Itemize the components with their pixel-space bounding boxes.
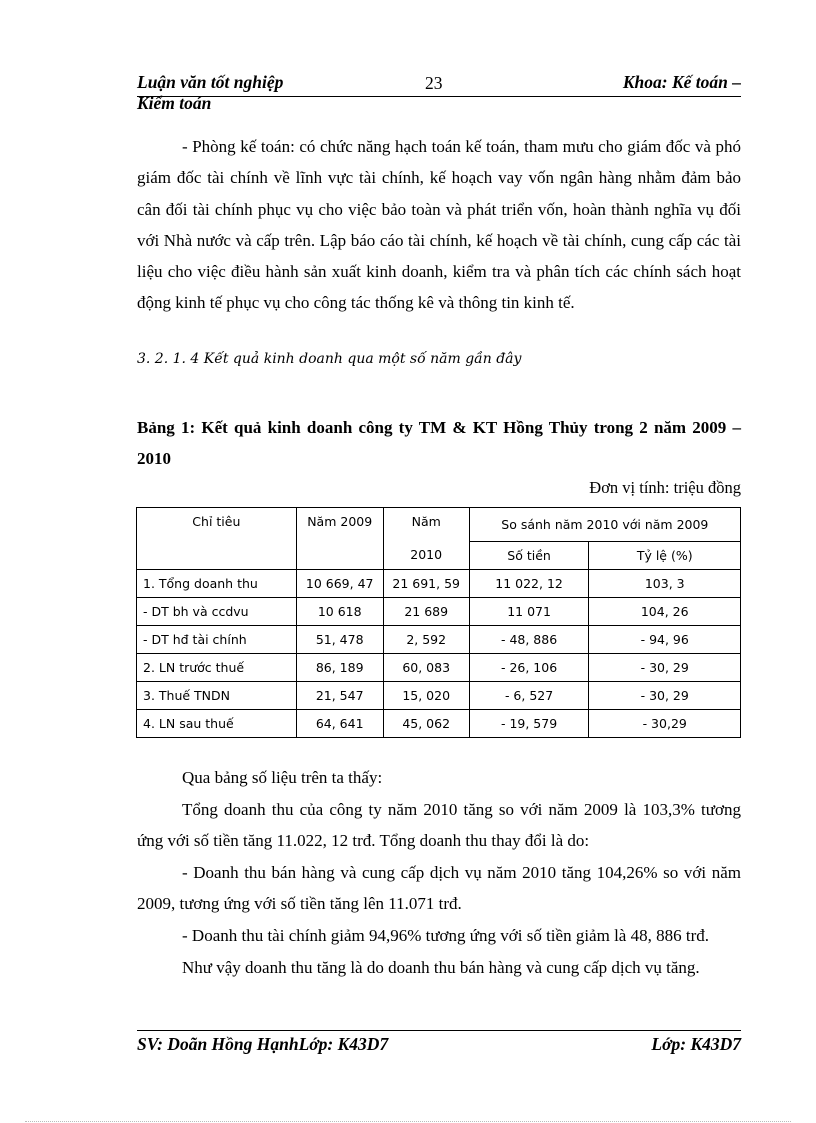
header-2009: Năm 2009 bbox=[296, 508, 383, 570]
row-label: 4. LN sau thuế bbox=[137, 709, 297, 737]
header-2010-a: Năm bbox=[383, 508, 469, 542]
row-ratio: 104, 26 bbox=[589, 597, 741, 625]
table-row bbox=[137, 625, 741, 653]
analysis-p3: - Doanh thu bán hàng và cung cấp dịch vụ năm 2010 tăng 104,26% so với năm 2009, tương ứng với số tiền tăng lên 11.071 trđ. bbox=[137, 862, 741, 914]
table-row bbox=[137, 681, 741, 709]
row-2009: 86, 189 bbox=[296, 653, 383, 681]
row-2010: 2, 592 bbox=[383, 625, 469, 653]
row-amount: - 26, 106 bbox=[469, 653, 589, 681]
section-heading: 3. 2. 1. 4 Kết quả kinh doanh qua một số năm gần đây bbox=[137, 351, 522, 367]
header-compare: So sánh năm 2010 với năm 2009 bbox=[469, 508, 740, 542]
row-label: 1. Tổng doanh thu bbox=[137, 569, 297, 597]
table-header-row bbox=[137, 508, 741, 542]
row-amount: 11 071 bbox=[469, 597, 589, 625]
analysis-p2: Tổng doanh thu của công ty năm 2010 tăng so với năm 2009 là 103,3% tương ứng với số tiền tăng 11.022, 12 trđ. Tổng doanh thu thay đổi là do: bbox=[137, 799, 741, 851]
row-2010: 15, 020 bbox=[383, 681, 469, 709]
row-2010: 21 691, 59 bbox=[383, 569, 469, 597]
row-label: - DT hđ tài chính bbox=[137, 625, 297, 653]
table-row bbox=[137, 709, 741, 737]
row-2010: 60, 083 bbox=[383, 653, 469, 681]
row-label: - DT bh và ccdvu bbox=[137, 597, 297, 625]
row-label: 3. Thuế TNDN bbox=[137, 681, 297, 709]
header-thesis-title: Luận văn tốt nghiệp bbox=[137, 72, 284, 92]
row-amount: 11 022, 12 bbox=[469, 569, 589, 597]
row-ratio: - 30, 29 bbox=[589, 681, 741, 709]
intro-text: - Phòng kế toán: có chức năng hạch toán kế toán, tham mưu cho giám đốc và phó giám đốc tài chính về lĩnh vực tài chính, kế hoạch vay vốn ngân hàng nhằm đảm bảo cân đối tài chính phục vụ cho việc bảo toàn và phát triển vốn, hoàn thành nghĩa vụ đối với Nhà nước và cấp trên. Lập báo cáo tài chính, kế hoạch về tài chính, cung cấp các tài liệu cho việc điều hành sản xuất kinh doanh, kiểm tra và phân tích các chính sách hoạt động kinh tế phục vụ cho công tác thống kê và thông tin kinh tế. bbox=[137, 137, 741, 313]
analysis-section bbox=[137, 762, 741, 983]
row-2009: 10 669, 47 bbox=[296, 569, 383, 597]
analysis-p5: Như vậy doanh thu tăng là do doanh thu bán hàng và cung cấp dịch vụ tăng. bbox=[182, 957, 700, 977]
table-row bbox=[137, 569, 741, 597]
intro-paragraph bbox=[137, 131, 741, 319]
row-ratio: - 94, 96 bbox=[589, 625, 741, 653]
row-amount: - 48, 886 bbox=[469, 625, 589, 653]
table-row bbox=[137, 653, 741, 681]
header-faculty: Khoa: Kế toán – bbox=[622, 72, 741, 92]
row-ratio: - 30, 29 bbox=[589, 653, 741, 681]
footer-student: SV: Doãn Hồng HạnhLớp: K43D7 bbox=[137, 1034, 389, 1054]
row-amount: - 19, 579 bbox=[469, 709, 589, 737]
header-divider bbox=[137, 96, 741, 97]
row-2009: 21, 547 bbox=[296, 681, 383, 709]
page-number: 23 bbox=[425, 73, 443, 93]
header-indicator: Chỉ tiêu bbox=[137, 508, 297, 570]
header-ratio: Tỷ lệ (%) bbox=[589, 541, 741, 569]
analysis-p4: - Doanh thu tài chính giảm 94,96% tương ứng với số tiền giảm là 48, 886 trđ. bbox=[182, 925, 709, 945]
row-ratio: - 30,29 bbox=[589, 709, 741, 737]
row-2009: 10 618 bbox=[296, 597, 383, 625]
analysis-p1: Qua bảng số liệu trên ta thấy: bbox=[182, 768, 383, 787]
table-row bbox=[137, 597, 741, 625]
row-label: 2. LN trước thuế bbox=[137, 653, 297, 681]
header-amount: Số tiền bbox=[469, 541, 589, 569]
row-2009: 64, 641 bbox=[296, 709, 383, 737]
header-faculty-cont: Kiểm toán bbox=[137, 93, 212, 113]
table-title: Bảng 1: Kết quả kinh doanh công ty TM & KT Hồng Thủy trong 2 năm 2009 – 2010 bbox=[137, 418, 741, 468]
unit-label: Đơn vị tính: triệu đồng bbox=[589, 478, 741, 497]
page-edge-divider bbox=[25, 1121, 791, 1122]
footer-divider bbox=[137, 1030, 741, 1031]
row-ratio: 103, 3 bbox=[589, 569, 741, 597]
row-2009: 51, 478 bbox=[296, 625, 383, 653]
results-table bbox=[136, 507, 741, 738]
page-header bbox=[137, 72, 741, 114]
row-2010: 45, 062 bbox=[383, 709, 469, 737]
footer-class: Lớp: K43D7 bbox=[651, 1034, 741, 1054]
header-2010-b: 2010 bbox=[383, 541, 469, 569]
row-amount: - 6, 527 bbox=[469, 681, 589, 709]
row-2010: 21 689 bbox=[383, 597, 469, 625]
